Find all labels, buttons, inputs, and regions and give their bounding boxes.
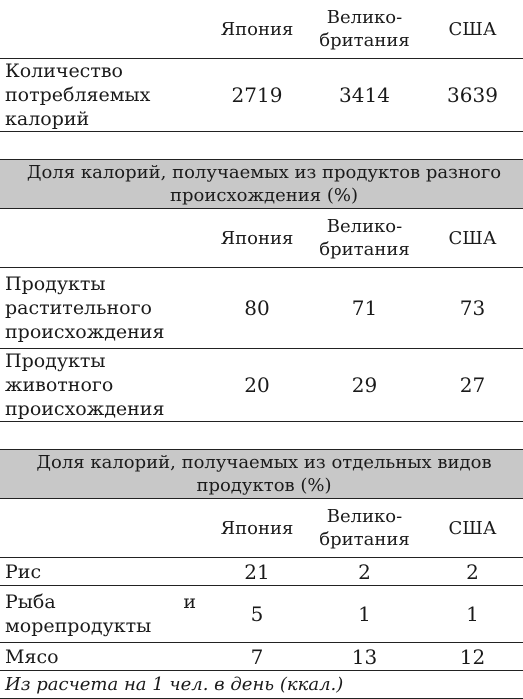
section-title-row xyxy=(0,160,523,209)
cell-value: 1 xyxy=(312,586,417,643)
header-usa: США xyxy=(417,499,523,558)
cell-value: 2719 xyxy=(202,59,312,132)
fish-label: Рыба и морепродукты xyxy=(5,591,196,637)
header-japan: Япония xyxy=(220,18,294,40)
header-japan: Япония xyxy=(202,209,312,268)
header-empty-cell xyxy=(0,0,202,59)
footnote: Из расчета на 1 чел. в день (ккал.) xyxy=(0,671,523,699)
header-row xyxy=(0,499,523,558)
header-uk-text: Велико- британия xyxy=(319,506,410,550)
header-uk-text: Велико- британия xyxy=(319,216,410,260)
header-empty-cell xyxy=(0,209,202,268)
meat-label: Мясо xyxy=(5,645,59,668)
plant-label: Продукты растительного происхождения xyxy=(5,273,165,343)
table-row xyxy=(0,349,523,422)
table-row xyxy=(0,643,523,671)
cell-value: 29 xyxy=(312,349,417,422)
table-row xyxy=(0,59,523,132)
row-label xyxy=(0,643,202,671)
spacer-cell xyxy=(0,132,523,160)
header-uk xyxy=(312,499,417,558)
cell-value: 12 xyxy=(417,643,523,671)
origin-section-title: Доля калорий, получаемых из продуктов разного происхождения (%) xyxy=(0,160,523,209)
header-empty-cell xyxy=(0,499,202,558)
header-uk-text: Велико- британия xyxy=(319,7,410,51)
header-japan: Япония xyxy=(202,499,312,558)
footnote-row xyxy=(0,671,523,699)
cell-value: 5 xyxy=(202,586,312,643)
row-label xyxy=(0,558,202,586)
spacer-row xyxy=(0,422,523,450)
cell-value: 21 xyxy=(202,558,312,586)
spacer-row xyxy=(0,132,523,160)
rice-label: Рис xyxy=(5,560,42,583)
row-label xyxy=(0,586,202,643)
row-label xyxy=(0,268,202,349)
cell-value: 27 xyxy=(417,349,523,422)
table-row xyxy=(0,558,523,586)
cell-value: 20 xyxy=(202,349,312,422)
cell-value: 71 xyxy=(312,268,417,349)
table-row xyxy=(0,268,523,349)
cell-value: 13 xyxy=(312,643,417,671)
animal-label: Продукты животного происхождения xyxy=(5,350,165,420)
row-label xyxy=(0,349,202,422)
cell-value: 2 xyxy=(417,558,523,586)
cell-value: 3414 xyxy=(312,59,417,132)
header-usa: США xyxy=(448,18,497,40)
cell-value: 7 xyxy=(202,643,312,671)
table-row xyxy=(0,586,523,643)
spacer-cell xyxy=(0,422,523,450)
cell-value: 80 xyxy=(202,268,312,349)
section-title-row xyxy=(0,450,523,499)
header-uk xyxy=(312,0,417,59)
cell-value: 2 xyxy=(312,558,417,586)
row-label xyxy=(0,59,202,132)
cell-value: 73 xyxy=(417,268,523,349)
header-row xyxy=(0,0,523,59)
header-row xyxy=(0,209,523,268)
header-uk xyxy=(312,209,417,268)
calories-label: Количество потребляемых калорий xyxy=(5,60,151,130)
cell-value: 3639 xyxy=(417,59,523,132)
header-usa: США xyxy=(417,209,523,268)
products-section-title: Доля калорий, получаемых из отдельных видов продуктов (%) xyxy=(0,450,523,499)
cell-value: 1 xyxy=(417,586,523,643)
